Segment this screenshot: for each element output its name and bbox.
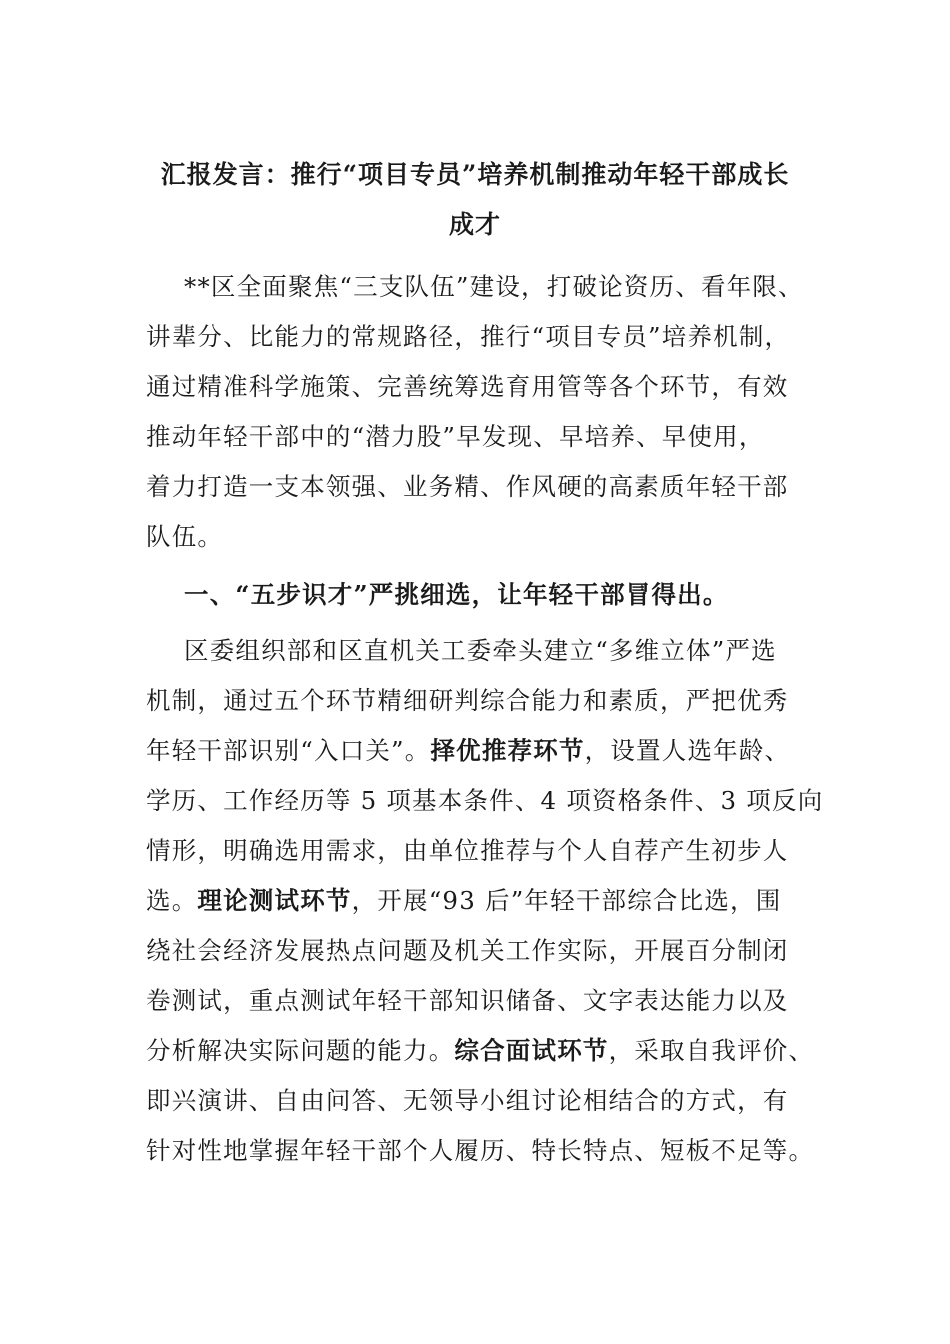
body-text: ，开展“93 后”年轻干部综合比选，围 [351,886,782,915]
body-text: 选。 [146,886,198,915]
bold-phrase-theory-test: 理论测试环节 [197,886,352,915]
bold-phrase-interview: 综合面试环节 [454,1036,609,1065]
intro-paragraph [146,262,826,562]
document-title-line-2: 成才 [448,210,501,239]
section-1-paragraph [146,626,826,1176]
intro-line: 着力打造一支本领强、业务精、作风硬的高素质年轻干部 [146,472,789,501]
body-text: ，采取自我评价、 [608,1036,815,1065]
intro-line: 推动年轻干部中的“潜力股”早发现、早培养、早使用， [146,422,765,451]
bold-phrase-recommend: 择优推荐环节 [430,736,585,765]
intro-line: 队伍。 [146,522,224,551]
body-line [146,1026,826,1076]
body-line: 即兴演讲、自由问答、无领导小组讨论相结合的方式，有 [146,1086,789,1115]
body-line: 情形，明确选用需求，由单位推荐与个人自荐产生初步人 [146,836,789,865]
body-line: 学历、工作经历等 5 项基本条件、4 项资格条件、3 项反向 [146,786,824,815]
body-line: 机制，通过五个环节精细研判综合能力和素质，严把优秀 [146,686,789,715]
section-1-heading: 一、“五步识才”严挑细选，让年轻干部冒得出。 [184,580,729,609]
body-line [146,726,826,776]
body-line [146,876,826,926]
body-text: 分析解决实际问题的能力。 [146,1036,455,1065]
body-text: ，设置人选年龄、 [584,736,791,765]
body-line: 针对性地掌握年轻干部个人履历、特长特点、短板不足等。 [146,1136,815,1165]
body-text: 年轻干部识别“入口关”。 [146,736,431,765]
body-line: 绕社会经济发展热点问题及机关工作实际，开展百分制闭 [146,936,789,965]
intro-line: 通过精准科学施策、完善统筹选育用管等各个环节，有效 [146,372,789,401]
body-line: 区委组织部和区直机关工委牵头建立“多维立体”严选 [184,636,777,665]
intro-line: **区全面聚焦“三支队伍”建设，打破论资历、看年限、 [184,272,804,301]
body-line: 卷测试，重点测试年轻干部知识储备、文字表达能力以及 [146,986,789,1015]
intro-line: 讲辈分、比能力的常规路径，推行“项目专员”培养机制， [146,322,791,351]
document-title-line-1: 汇报发言：推行“项目专员”培养机制推动年轻干部成长 [160,160,790,189]
